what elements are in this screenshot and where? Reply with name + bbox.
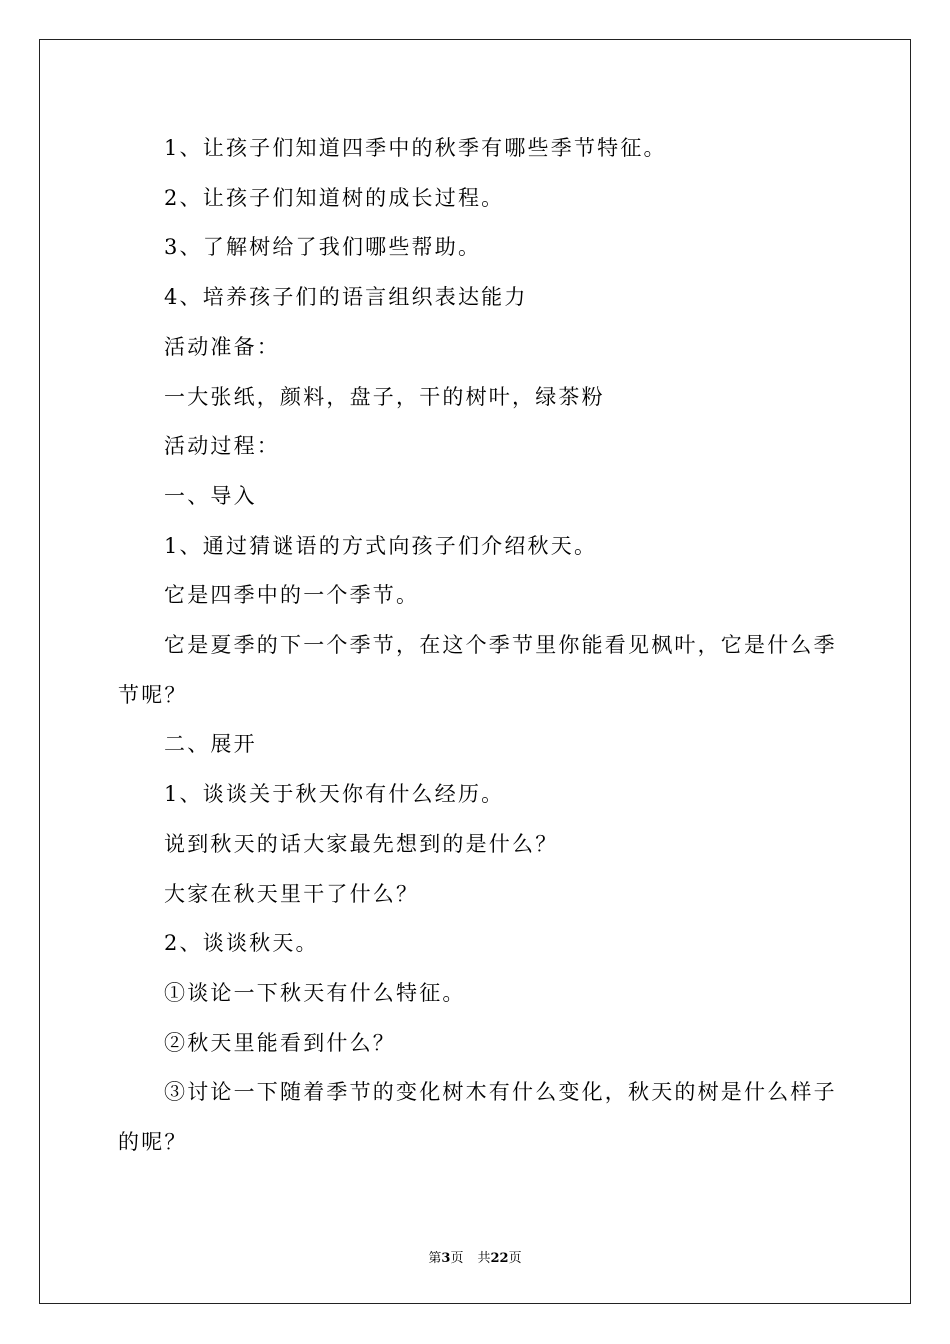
paragraph: 活动过程： xyxy=(164,434,280,459)
paragraph: 它是夏季的下一个季节，在这个季节里你能看见枫叶，它是什么季节呢？ xyxy=(118,633,837,707)
paragraph: 大家在秋天里干了什么？ xyxy=(164,881,420,906)
paragraph: 1、谈谈关于秋天你有什么经历。 xyxy=(164,782,505,807)
paragraph: 一大张纸，颜料，盘子，干的树叶，绿茶粉 xyxy=(164,384,605,409)
paragraph: 1、让孩子们知道四季中的秋季有哪些季节特征。 xyxy=(164,136,667,160)
paragraph: ②秋天里能看到什么？ xyxy=(164,1030,396,1055)
paragraph: 1、通过猜谜语的方式向孩子们介绍秋天。 xyxy=(164,533,598,558)
page-footer xyxy=(0,1247,950,1266)
page-suffix: 页 xyxy=(450,1251,464,1266)
paragraph: 2、谈谈秋天。 xyxy=(164,931,319,956)
paragraph: 3、了解树给了我们哪些帮助。 xyxy=(164,235,482,260)
paragraph: 4、培养孩子们的语言组织表达能力 xyxy=(164,285,528,310)
page-number: 3 xyxy=(441,1251,451,1266)
paragraph: 2、让孩子们知道树的成长过程。 xyxy=(164,185,505,210)
paragraph: ③讨论一下随着季节的变化树木有什么变化，秋天的树是什么样子的呢？ xyxy=(118,1080,837,1155)
paragraph: 一、导入 xyxy=(164,483,257,508)
paragraph: 说到秋天的话大家最先想到的是什么？ xyxy=(164,831,559,856)
paragraph: 活动准备： xyxy=(164,334,280,359)
total-suffix: 页 xyxy=(508,1251,522,1266)
total-prefix: 共 xyxy=(477,1251,491,1266)
total-pages: 22 xyxy=(490,1251,509,1266)
paragraph: 二、展开 xyxy=(164,732,257,757)
paragraph: 它是四季中的一个季节。 xyxy=(164,583,420,608)
page-prefix: 第 xyxy=(428,1251,442,1266)
document-body xyxy=(118,124,838,1168)
paragraph: ①谈论一下秋天有什么特征。 xyxy=(164,980,466,1005)
